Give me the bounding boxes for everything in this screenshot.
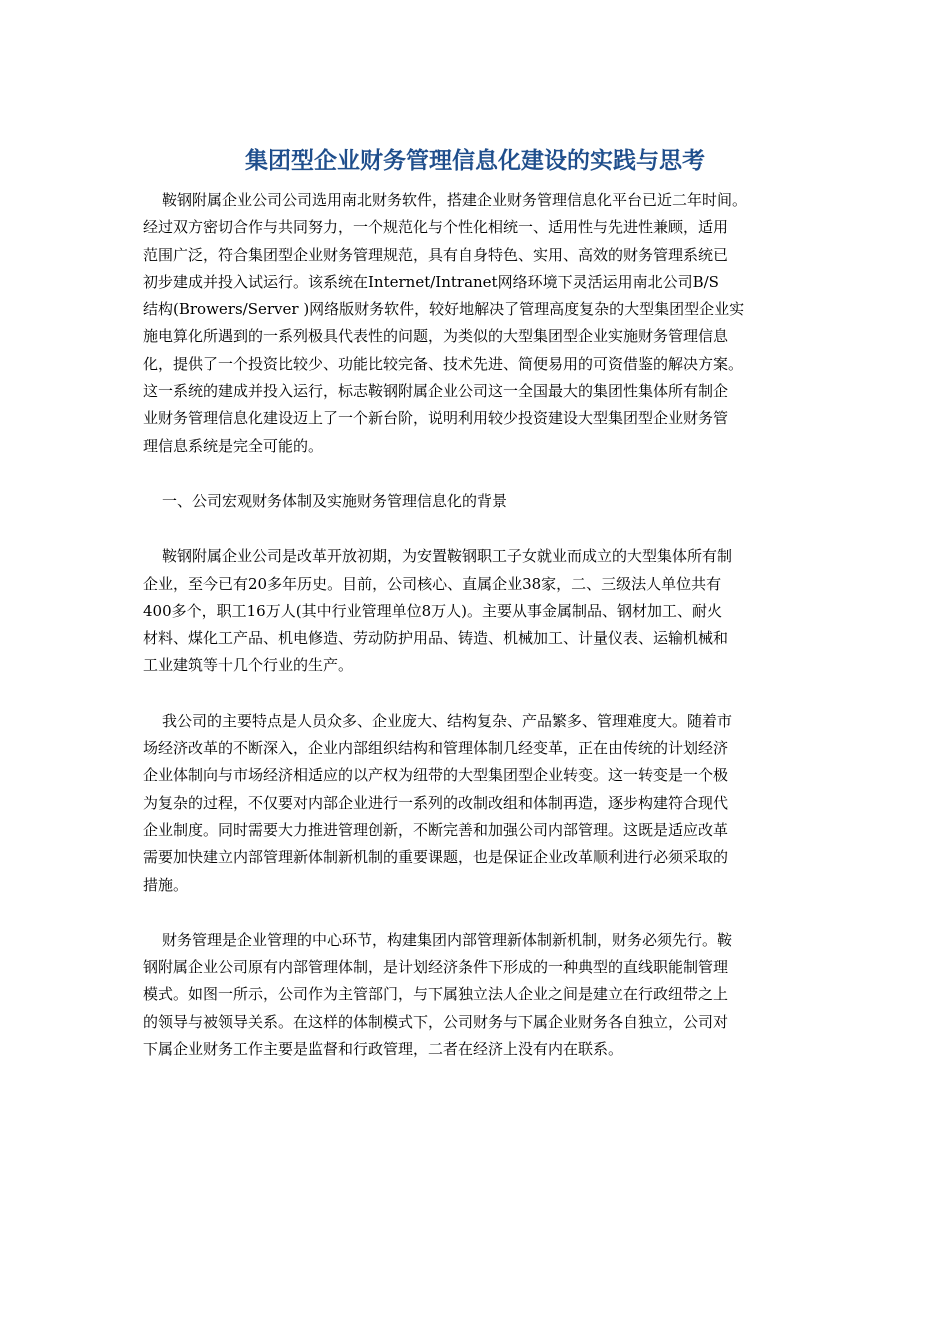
text-line: 下属企业财务工作主要是监督和行政管理，二者在经济上没有内在联系。 [143, 1040, 624, 1059]
text-line: 我公司的主要特点是人员众多、企业庞大、结构复杂、产品繁多、管理难度大。随着市 [162, 711, 733, 730]
text-line: 企业制度。同时需要大力推进管理创新，不断完善和加强公司内部管理。这既是适应改革 [143, 820, 729, 839]
paragraph-financial-management [143, 927, 807, 1063]
paragraph-background [143, 543, 807, 679]
text-line: 财务管理是企业管理的中心环节，构建集团内部管理新体制新机制，财务必须先行。鞍 [162, 930, 733, 949]
document-title: 集团型企业财务管理信息化建设的实践与思考 [245, 147, 705, 174]
document-page [143, 143, 807, 1063]
text-line: 施电算化所遇到的一系列极具代表性的问题，为类似的大型集团型企业实施财务管理信息 [143, 327, 729, 346]
paragraph-intro [143, 187, 807, 460]
text-line: 材料、煤化工产品、机电修造、劳动防护用品、铸造、机械加工、计量仪表、运输机械和 [143, 629, 729, 648]
text-line: 业财务管理信息化建设迈上了一个新台阶，说明利用较少投资建设大型集团型企业财务管 [143, 409, 729, 428]
text-line: 这一系统的建成并投入运行，标志鞍钢附属企业公司这一全国最大的集团性集体所有制企 [143, 382, 729, 401]
text-line: 的领导与被领导关系。在这样的体制模式下，公司财务与下属企业财务各自独立，公司对 [143, 1012, 729, 1031]
text-line: 模式。如图一所示，公司作为主管部门，与下属独立法人企业之间是建立在行政纽带之上 [143, 985, 729, 1004]
text-line: 企业，至今已有20多年历史。目前，公司核心、直属企业38家，二、三级法人单位共有 [143, 574, 722, 593]
text-line: 400多个，职工16万人(其中行业管理单位8万人)。主要从事金属制品、钢材加工、耐火 [143, 601, 722, 620]
text-line: 场经济改革的不断深入，企业内部组织结构和管理体制几经变革，正在由传统的计划经济 [143, 739, 729, 758]
text-line: 经过双方密切合作与共同努力，一个规范化与个性化相统一、适用性与先进性兼顾，适用 [143, 218, 729, 237]
text-line: 鞍钢附属企业公司是改革开放初期，为安置鞍钢职工子女就业而成立的大型集体所有制 [162, 547, 733, 566]
text-line: 一、公司宏观财务体制及实施财务管理信息化的背景 [162, 491, 508, 510]
text-line: 初步建成并投入试运行。该系统在Internet/Intranet网络环境下灵活运用南北公司B/S [143, 272, 719, 291]
text-line: 鞍钢附属企业公司公司选用南北财务软件，搭建企业财务管理信息化平台已近二年时间。 [162, 191, 748, 209]
text-line: 理信息系统是完全可能的。 [143, 436, 324, 455]
paragraph-characteristics [143, 708, 807, 899]
text-line: 措施。 [143, 875, 189, 894]
text-line: 范围广泛，符合集团型企业财务管理规范，具有自身特色、实用、高效的财务管理系统已 [143, 245, 729, 264]
text-line: 钢附属企业公司原有内部管理体制，是计划经济条件下形成的一种典型的直线职能制管理 [143, 958, 729, 977]
text-line: 企业体制向与市场经济相适应的以产权为纽带的大型集团型企业转变。这一转变是一个极 [143, 766, 729, 785]
text-line: 工业建筑等十几个行业的生产。 [143, 656, 354, 675]
text-line: 化，提供了一个投资比较少、功能比较完备、技术先进、简便易用的可资借鉴的解决方案。 [143, 354, 744, 373]
text-line: 需要加快建立内部管理新体制新机制的重要课题，也是保证企业改革顺利进行必须采取的 [143, 848, 729, 867]
section-heading [143, 488, 807, 515]
text-line: 结构(Browers/Server )网络版财务软件，较好地解决了管理高度复杂的大型集团型企业实 [143, 300, 745, 319]
text-line: 为复杂的过程，不仅要对内部企业进行一系列的改制改组和体制再造，逐步构建符合现代 [143, 793, 729, 812]
